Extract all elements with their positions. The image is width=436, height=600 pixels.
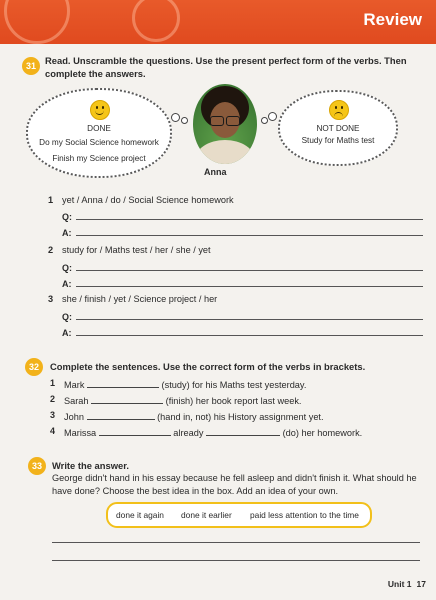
thought-bubble bbox=[181, 117, 188, 124]
question-label: Q: bbox=[62, 312, 72, 322]
exercise-text: have done? Choose the best idea in the box. Add an idea of your own. bbox=[52, 486, 339, 496]
sentence-rest: (hand in, not) his History assignment yet. bbox=[157, 412, 324, 422]
idea-option[interactable]: done it earlier bbox=[181, 510, 232, 520]
exercise-instruction: Complete the sentences. Use the correct form of the verbs in brackets. bbox=[50, 361, 366, 372]
sentence bbox=[64, 378, 306, 390]
item-prompt: she / finish / yet / Science project / her bbox=[62, 294, 218, 304]
exercise-number-badge: 32 bbox=[25, 358, 43, 376]
sentence bbox=[64, 426, 362, 438]
answer-line[interactable] bbox=[76, 219, 423, 220]
person-name: Anna bbox=[204, 167, 227, 177]
item-number: 1 bbox=[50, 378, 56, 388]
item-number: 4 bbox=[50, 426, 56, 436]
not-done-cloud bbox=[278, 90, 398, 166]
answer-line[interactable] bbox=[76, 286, 423, 287]
idea-option[interactable]: paid less attention to the time bbox=[250, 510, 359, 520]
header-banner bbox=[0, 0, 436, 44]
item-number: 3 bbox=[48, 294, 54, 304]
answer-blank[interactable] bbox=[206, 426, 280, 436]
unhappy-face-icon bbox=[329, 100, 349, 120]
done-heading: DONE bbox=[87, 124, 111, 133]
item-prompt: yet / Anna / do / Social Science homework bbox=[62, 195, 234, 205]
answer-blank[interactable] bbox=[91, 394, 163, 404]
sentence-rest: (finish) her book report last week. bbox=[165, 396, 302, 406]
answer-line[interactable] bbox=[76, 235, 423, 236]
thought-bubble bbox=[261, 117, 268, 124]
done-cloud bbox=[26, 88, 172, 178]
item-number: 2 bbox=[50, 394, 56, 404]
answer-blank[interactable] bbox=[87, 378, 159, 388]
answer-label: A: bbox=[62, 328, 72, 338]
item-prompt: study for / Maths test / her / she / yet bbox=[62, 245, 211, 255]
globe-icon bbox=[132, 0, 180, 42]
answer-label: A: bbox=[62, 279, 72, 289]
item-number: 3 bbox=[50, 410, 56, 420]
answer-line[interactable] bbox=[52, 542, 420, 543]
sentence-subject: Mark bbox=[64, 380, 85, 390]
idea-option[interactable]: done it again bbox=[116, 510, 164, 520]
item-number: 1 bbox=[48, 195, 54, 205]
thought-bubble bbox=[171, 113, 180, 122]
anna-portrait bbox=[193, 84, 257, 164]
question-label: Q: bbox=[62, 263, 72, 273]
not-done-item: Study for Maths test bbox=[301, 136, 375, 145]
sentence bbox=[64, 410, 324, 422]
page-number: 17 bbox=[416, 579, 426, 589]
exercise-instruction: Read. Unscramble the questions. Use the present perfect form of the verbs. Then complete the answers. bbox=[45, 55, 407, 79]
answer-line[interactable] bbox=[76, 335, 423, 336]
answer-line[interactable] bbox=[52, 560, 420, 561]
page-title: Review bbox=[363, 10, 422, 29]
sentence-rest: (do) her homework. bbox=[282, 428, 363, 438]
sentence-subject: Sarah bbox=[64, 396, 89, 406]
not-done-heading: NOT DONE bbox=[316, 124, 360, 133]
exercise-text: George didn't hand in his essay because he fell asleep and didn't finish it. What should he bbox=[52, 473, 417, 483]
answer-line[interactable] bbox=[76, 270, 423, 271]
done-item: Do my Social Science homework bbox=[39, 138, 159, 147]
unit-label: Unit 1 bbox=[387, 579, 412, 589]
sentence-subject: Marissa bbox=[64, 428, 97, 438]
answer-blank[interactable] bbox=[87, 410, 155, 420]
sentence bbox=[64, 394, 302, 406]
answer-line[interactable] bbox=[76, 319, 423, 320]
sentence-middle: already bbox=[173, 428, 204, 438]
exercise-number-badge: 31 bbox=[22, 57, 40, 75]
exercise-instruction: Write the answer. bbox=[52, 460, 129, 471]
done-item: Finish my Science project bbox=[52, 154, 146, 163]
page-footer bbox=[388, 579, 426, 589]
thought-bubble bbox=[268, 112, 277, 121]
sentence-rest: (study) for his Maths test yesterday. bbox=[161, 380, 307, 390]
sentence-subject: John bbox=[64, 412, 84, 422]
exercise-number-badge: 33 bbox=[28, 457, 46, 475]
idea-box bbox=[106, 502, 372, 528]
item-number: 2 bbox=[48, 245, 54, 255]
answer-label: A: bbox=[62, 228, 72, 238]
answer-blank[interactable] bbox=[99, 426, 171, 436]
happy-face-icon bbox=[90, 100, 110, 120]
question-label: Q: bbox=[62, 212, 72, 222]
globe-icon bbox=[4, 0, 70, 44]
